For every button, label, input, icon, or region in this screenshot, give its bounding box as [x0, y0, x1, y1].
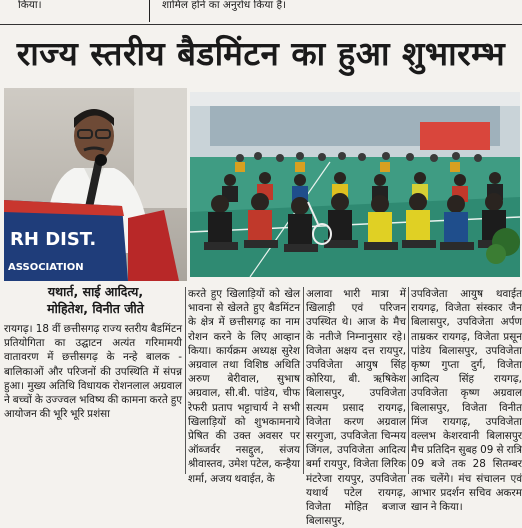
top-divider: [0, 24, 522, 25]
column-divider: [303, 287, 304, 474]
banner-subtext: ASSOCIATION: [8, 262, 84, 273]
players-illustration: [190, 92, 520, 277]
previous-article-text: किया।: [18, 0, 42, 11]
article-column-2: करते हुए खिलाड़ियों को खेल भावना से खेलते हुए बैडमिंटन के क्षेत्र में छत्तीसगढ़ का नाम रोशन करने के लिए आव्हान किया। कार्यक्रम अध्यक्ष सुरेश अग्रवाल तथा विशिष्ठ अथिति अरुण बेरीवाल, सुभाष अग्रवाल, सी.बी. पांडेय, चीफ रेफरी प्रताप भट्टाचार्य ने सभी खिलाड़ियों को शुभकामनाये प्रेषित की उक्त अवसर पर ऑब्जर्वर नसद्दुल, संजय श्रीवास्तव, उमेश पटेल, कन्हैया शर्मा, अजय थवाईत, के: [188, 288, 300, 485]
adjacent-article-line2: शामिल होने का अनुरोध किया है।: [162, 0, 287, 11]
banner-text: RH DIST.: [10, 229, 97, 250]
article-column-1: रायगढ़। 18 वीं छत्तीसगढ़ राज्य स्तरीय बैडमिंटन प्रतियोगिता का उद्घाटन अत्यंत गरिमामयी वातावरण में छत्तीसगढ़ के नन्हे बालक - बालिकाओं और परिजनों की उपस्थिति में संपन्न हुआ। मुख्य अतिथि विधायक रोशनलाल अग्रवाल ने बच्चों के उज्ज्वल भविष्य की कामना करते हुए आयोजन की भूरि भूरि प्रशंसा: [4, 323, 182, 421]
column-divider: [185, 287, 186, 474]
caption-line2: मोहितेश, विनीत जीते: [47, 301, 144, 316]
photo-caption: [4, 283, 187, 317]
article-column-3: अलावा भारी मात्रा में खिलाड़ी एवं परिजन उपस्थित थे। आज के मैच के नतीजे निम्नानुसार रहे। विजेता अक्षय दत्त रायपुर, उपविजेता आयुष सिंह कोरिया, बी. ऋषिकेश बिलासपुर, उपविजेता सत्यम प्रसाद रायगढ़, विजेता करण अग्रवाल सरगुजा, उपविजेता चिन्मय जिंगल, उपविजेता आदित्य बर्मा रायपुर, विजेता लिरिक मंटरेजा रायपुर, उपविजेता यथार्थ पटेल रायगढ़, विजेता मोहित बजाज बिलासपुर,: [306, 288, 406, 528]
article-headline: राज्य स्तरीय बैडमिंटन का हुआ शुभारम्भ: [16, 34, 506, 73]
column-divider: [408, 287, 409, 474]
players-photo: [190, 92, 520, 277]
caption-line1: यथार्त, साई आदित्य,: [47, 284, 144, 299]
adjacent-article-snippet: [156, 0, 522, 22]
previous-article-snippet: [0, 0, 150, 22]
speaker-illustration: [4, 88, 187, 281]
speaker-photo: [4, 88, 187, 281]
article-column-4: उपविजेता आयुष थवाईत रायगढ़, विजेता संस्कार जैन बिलासपुर, उपविजेता अर्पण ताम्रकर रायगढ़, विजेता प्रसून पांडेय बिलासपुर, उपविजेता कृष्ण गुप्ता दुर्ग, विजेता आदित्य सिंह रायगढ़, उपविजेता कृष्ण अग्रवाल बिलासपुर, विजेता विनीत मिंज रायगढ़, उपविजेता वल्लभ केशरवानी बिलासपुर मैच प्रतिदिन सुबह 09 से रात्रि 09 बजे तक 28 सितम्बर तक चलेंगे। मंच संचालन एवं आभार प्रदर्शन सचिव अकरम खान ने किया।: [411, 288, 522, 514]
